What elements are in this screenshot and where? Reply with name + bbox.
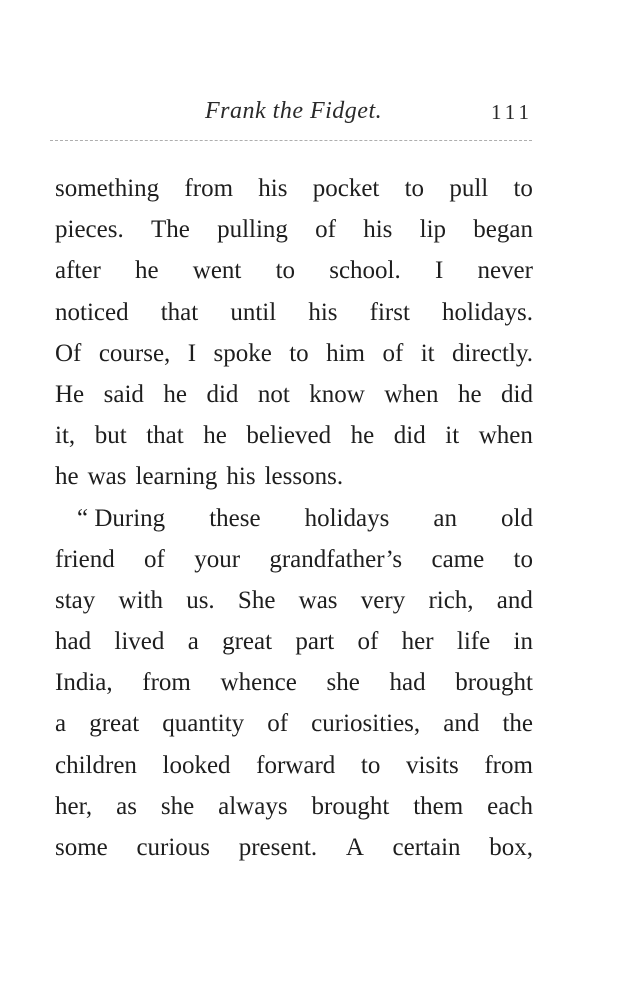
word: it, [55,422,76,450]
word: to [404,175,425,202]
word: it [420,339,435,367]
word: his [363,216,393,244]
word: from [484,751,533,779]
word: after [55,257,101,285]
text-line [55,292,533,333]
word: to [289,339,309,367]
word: pull [449,175,489,202]
word: quantity [162,710,245,738]
word: box, [489,834,533,861]
word: brought [311,792,390,820]
word: pocket [312,175,380,202]
word: pulling [217,216,288,244]
word: that [146,422,184,450]
text-line [55,415,533,456]
word: a [55,710,67,738]
word: he [457,380,482,408]
word: I [187,339,197,367]
word: learning [135,463,218,491]
word: his [308,298,338,326]
text-line [55,456,533,497]
word: and [443,710,480,738]
word: not [257,380,290,408]
word: He [55,380,85,408]
word: the [502,710,533,738]
word: very [360,586,406,614]
word: school. [329,257,401,285]
word: something [55,175,160,202]
word: he [55,463,79,491]
word: when [478,422,533,450]
word: of [357,628,379,656]
word: began [473,216,533,244]
word: She [237,586,276,614]
running-header [55,98,533,134]
text-line [55,209,533,250]
text-line [55,168,533,209]
header-rule [50,140,532,141]
text-line [55,580,533,621]
word: did [501,380,533,408]
word: he [163,380,187,408]
word: as [116,792,137,820]
word: was [298,586,338,614]
word: said [103,380,144,408]
word: lip [419,216,447,244]
word: him [326,339,366,367]
word: in [513,628,533,656]
text-line [55,333,533,374]
word: rich, [428,586,474,614]
word: know [309,380,365,408]
word: believed [246,422,332,450]
word: it [445,422,460,450]
word: your [194,545,241,573]
word: but [94,422,127,450]
text-line [55,539,533,580]
word: present. [238,834,318,861]
word: noticed [55,298,129,326]
word: never [477,257,533,285]
word: pieces. [55,216,124,244]
word: went [192,257,242,285]
text-line [55,745,533,786]
word: first [369,298,410,326]
word: when [384,380,439,408]
text-line [55,703,533,744]
word: was [87,463,127,491]
word: her, [55,792,93,820]
word: came [431,545,485,573]
word: us. [186,586,215,614]
word: I [434,257,444,285]
word: curiosities, [311,710,421,738]
word: until [230,298,277,326]
word: directly. [452,339,533,367]
word: stay [55,586,96,614]
word: some [55,834,108,861]
word: great [222,628,273,656]
word: of [267,710,289,738]
word: course, [98,339,171,367]
text-line [55,662,533,703]
word: did [206,380,239,408]
word: friend [55,545,115,573]
word: to [513,175,533,202]
word: them [413,792,464,820]
word: old [501,504,533,532]
word: “ During [77,504,166,532]
word: these [209,504,261,532]
word: each [487,792,533,820]
word: The [150,216,190,244]
word: of [144,545,165,573]
text-line [55,827,533,868]
word: a [187,628,199,656]
word: had [55,628,92,656]
text-line [55,498,533,539]
word: to [513,545,533,573]
word: always [218,792,288,820]
text-line [55,786,533,827]
word: great [89,710,140,738]
text-line [55,621,533,662]
word: of [382,339,404,367]
text-line [55,374,533,415]
word: she [160,792,195,820]
word: part [295,628,335,656]
text-line [55,250,533,291]
word: India, [55,669,113,697]
word: grandfather’s [269,545,403,573]
word: he [350,422,375,450]
word: life [456,628,491,656]
word: from [184,175,234,202]
word: an [433,504,457,532]
word: she [326,669,360,697]
word: he [203,422,227,450]
word: forward [256,751,336,779]
word: his [226,463,256,491]
word: his [258,175,288,202]
body-text [55,168,533,868]
word: certain [392,834,461,861]
word: with [118,586,163,614]
word: A [345,834,364,861]
word: brought [455,669,533,697]
word: holidays. [442,298,533,326]
running-title: Frank the Fidget. [205,98,383,124]
word: of [315,216,336,244]
word: lessons. [264,463,344,491]
word: lived [114,628,165,656]
word: visits [405,751,459,779]
word: to [275,257,296,285]
word: that [160,298,199,326]
word: spoke [213,339,272,367]
word: looked [162,751,231,779]
word: did [393,422,426,450]
word: children [55,751,137,779]
page-number: 111 [491,100,533,124]
word: curious [136,834,211,861]
word: Of [55,339,82,367]
word: holidays [304,504,390,532]
word: whence [220,669,297,697]
word: he [134,257,159,285]
word: her [401,628,434,656]
word: had [389,669,426,697]
word: to [360,751,381,779]
word: from [142,669,191,697]
word: and [496,586,533,614]
